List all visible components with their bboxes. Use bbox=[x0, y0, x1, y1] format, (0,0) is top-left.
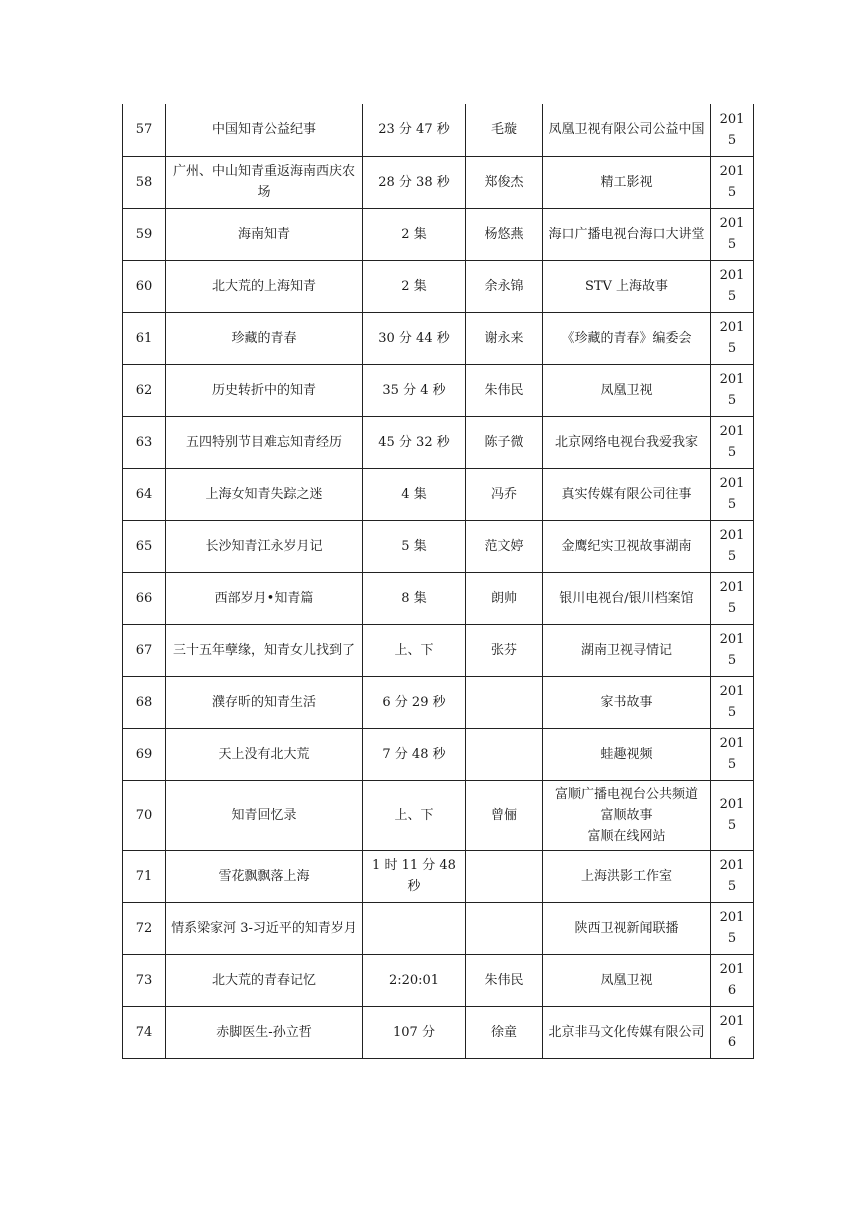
program-title: 北大荒的青春记忆 bbox=[166, 954, 363, 1006]
organization-line: 湖南卫视寻情记 bbox=[580, 642, 672, 658]
program-organization bbox=[543, 728, 711, 780]
table-row bbox=[123, 902, 754, 954]
program-duration bbox=[363, 902, 466, 954]
row-number: 64 bbox=[123, 468, 166, 520]
program-title: 濮存昕的知青生活 bbox=[166, 676, 363, 728]
program-director: 谢永来 bbox=[466, 312, 543, 364]
program-organization bbox=[543, 104, 711, 156]
organization-line: 富顺广播电视台公共频道 bbox=[554, 786, 698, 802]
program-organization bbox=[543, 468, 711, 520]
table-row bbox=[123, 156, 754, 208]
table-row bbox=[123, 104, 754, 156]
program-year: 2015 bbox=[711, 780, 754, 850]
program-organization bbox=[543, 364, 711, 416]
row-number: 74 bbox=[123, 1006, 166, 1058]
program-organization bbox=[543, 902, 711, 954]
program-duration: 上、下 bbox=[363, 624, 466, 676]
program-duration: 45 分 32 秒 bbox=[363, 416, 466, 468]
program-duration: 107 分 bbox=[363, 1006, 466, 1058]
program-director: 徐童 bbox=[466, 1006, 543, 1058]
table-body bbox=[123, 104, 754, 1058]
program-title: 珍藏的青春 bbox=[166, 312, 363, 364]
program-director: 郑俊杰 bbox=[466, 156, 543, 208]
row-number: 73 bbox=[123, 954, 166, 1006]
program-title: 广州、中山知青重返海南西庆农场 bbox=[166, 156, 363, 208]
program-director: 范文婷 bbox=[466, 520, 543, 572]
organization-line: 银川电视台/银川档案馆 bbox=[559, 590, 694, 606]
program-year: 2015 bbox=[711, 572, 754, 624]
table-row bbox=[123, 312, 754, 364]
program-organization bbox=[543, 954, 711, 1006]
program-director bbox=[466, 676, 543, 728]
program-title: 上海女知青失踪之迷 bbox=[166, 468, 363, 520]
program-duration: 8 集 bbox=[363, 572, 466, 624]
organization-line: 凤凰卫视 bbox=[600, 972, 653, 988]
program-year: 2015 bbox=[711, 902, 754, 954]
row-number: 59 bbox=[123, 208, 166, 260]
row-number: 57 bbox=[123, 104, 166, 156]
program-year: 2015 bbox=[711, 156, 754, 208]
program-year: 2015 bbox=[711, 312, 754, 364]
program-title: 西部岁月•知青篇 bbox=[166, 572, 363, 624]
program-duration: 5 集 bbox=[363, 520, 466, 572]
program-director: 杨悠燕 bbox=[466, 208, 543, 260]
program-duration: 23 分 47 秒 bbox=[363, 104, 466, 156]
row-number: 65 bbox=[123, 520, 166, 572]
program-year: 2015 bbox=[711, 208, 754, 260]
organization-line: 北京非马文化传媒有限公司 bbox=[548, 1024, 705, 1040]
program-director: 毛璇 bbox=[466, 104, 543, 156]
program-title: 知青回忆录 bbox=[166, 780, 363, 850]
row-number: 61 bbox=[123, 312, 166, 364]
program-organization bbox=[543, 416, 711, 468]
row-number: 71 bbox=[123, 850, 166, 902]
program-duration: 30 分 44 秒 bbox=[363, 312, 466, 364]
organization-line: 精工影视 bbox=[600, 174, 653, 190]
table-row bbox=[123, 416, 754, 468]
program-organization bbox=[543, 208, 711, 260]
table-row bbox=[123, 850, 754, 902]
organization-line: 蛙趣视频 bbox=[600, 746, 653, 762]
program-title: 五四特别节目难忘知青经历 bbox=[166, 416, 363, 468]
program-organization bbox=[543, 780, 711, 850]
program-year: 2015 bbox=[711, 850, 754, 902]
program-title: 海南知青 bbox=[166, 208, 363, 260]
program-year: 2015 bbox=[711, 728, 754, 780]
program-duration: 上、下 bbox=[363, 780, 466, 850]
table-row bbox=[123, 780, 754, 850]
program-duration: 2:20:01 bbox=[363, 954, 466, 1006]
table-row bbox=[123, 364, 754, 416]
program-organization bbox=[543, 572, 711, 624]
program-duration: 7 分 48 秒 bbox=[363, 728, 466, 780]
organization-line: 凤凰卫视有限公司公益中国 bbox=[548, 122, 705, 138]
program-duration: 6 分 29 秒 bbox=[363, 676, 466, 728]
program-title: 历史转折中的知青 bbox=[166, 364, 363, 416]
program-year: 2015 bbox=[711, 364, 754, 416]
organization-line: 上海洪影工作室 bbox=[580, 868, 672, 884]
program-year: 2015 bbox=[711, 416, 754, 468]
program-director: 朱伟民 bbox=[466, 364, 543, 416]
program-director: 朗帅 bbox=[466, 572, 543, 624]
organization-line: STV 上海故事 bbox=[584, 278, 669, 294]
program-director bbox=[466, 728, 543, 780]
program-title: 三十五年孽缘，知青女儿找到了 bbox=[166, 624, 363, 676]
program-title: 赤脚医生-孙立哲 bbox=[166, 1006, 363, 1058]
row-number: 70 bbox=[123, 780, 166, 850]
program-director: 陈子微 bbox=[466, 416, 543, 468]
table-row bbox=[123, 1006, 754, 1058]
table-row bbox=[123, 954, 754, 1006]
program-year: 2015 bbox=[711, 104, 754, 156]
program-director: 冯乔 bbox=[466, 468, 543, 520]
program-director: 朱伟民 bbox=[466, 954, 543, 1006]
program-year: 2015 bbox=[711, 520, 754, 572]
program-director: 曾俪 bbox=[466, 780, 543, 850]
program-director bbox=[466, 850, 543, 902]
program-year: 2015 bbox=[711, 624, 754, 676]
program-year: 2016 bbox=[711, 1006, 754, 1058]
table-row bbox=[123, 468, 754, 520]
row-number: 72 bbox=[123, 902, 166, 954]
organization-line: 《珍藏的青春》编委会 bbox=[561, 330, 692, 346]
program-duration: 2 集 bbox=[363, 208, 466, 260]
organization-line: 金鹰纪实卫视故事湖南 bbox=[561, 538, 692, 554]
program-year: 2015 bbox=[711, 260, 754, 312]
table-row bbox=[123, 208, 754, 260]
program-organization bbox=[543, 1006, 711, 1058]
program-duration: 1 时 11 分 48 秒 bbox=[363, 850, 466, 902]
program-year: 2015 bbox=[711, 676, 754, 728]
program-title: 北大荒的上海知青 bbox=[166, 260, 363, 312]
program-organization bbox=[543, 624, 711, 676]
program-director: 余永锦 bbox=[466, 260, 543, 312]
program-duration: 28 分 38 秒 bbox=[363, 156, 466, 208]
organization-line: 北京网络电视台我爱我家 bbox=[554, 434, 698, 450]
program-title: 情系梁家河 3-习近平的知青岁月 bbox=[166, 902, 363, 954]
program-organization bbox=[543, 520, 711, 572]
table-row bbox=[123, 624, 754, 676]
program-title: 天上没有北大荒 bbox=[166, 728, 363, 780]
program-director bbox=[466, 902, 543, 954]
row-number: 63 bbox=[123, 416, 166, 468]
organization-line: 富顺在线网站 bbox=[587, 828, 666, 844]
documentary-table bbox=[122, 104, 754, 1059]
program-year: 2016 bbox=[711, 954, 754, 1006]
program-director: 张芬 bbox=[466, 624, 543, 676]
organization-line: 真实传媒有限公司往事 bbox=[561, 486, 692, 502]
table-row bbox=[123, 572, 754, 624]
table-row bbox=[123, 260, 754, 312]
organization-line: 富顺故事 bbox=[600, 807, 653, 823]
program-organization bbox=[543, 312, 711, 364]
program-organization bbox=[543, 260, 711, 312]
table-row bbox=[123, 728, 754, 780]
row-number: 60 bbox=[123, 260, 166, 312]
program-title: 中国知青公益纪事 bbox=[166, 104, 363, 156]
row-number: 66 bbox=[123, 572, 166, 624]
program-title: 长沙知青江永岁月记 bbox=[166, 520, 363, 572]
program-organization bbox=[543, 676, 711, 728]
program-organization bbox=[543, 156, 711, 208]
program-duration: 35 分 4 秒 bbox=[363, 364, 466, 416]
row-number: 69 bbox=[123, 728, 166, 780]
program-title: 雪花飘飘落上海 bbox=[166, 850, 363, 902]
organization-line: 陕西卫视新闻联播 bbox=[574, 920, 679, 936]
organization-line: 家书故事 bbox=[600, 694, 653, 710]
program-duration: 4 集 bbox=[363, 468, 466, 520]
row-number: 68 bbox=[123, 676, 166, 728]
table-row bbox=[123, 520, 754, 572]
table-row bbox=[123, 676, 754, 728]
organization-line: 凤凰卫视 bbox=[600, 382, 653, 398]
program-organization bbox=[543, 850, 711, 902]
row-number: 67 bbox=[123, 624, 166, 676]
program-year: 2015 bbox=[711, 468, 754, 520]
row-number: 62 bbox=[123, 364, 166, 416]
row-number: 58 bbox=[123, 156, 166, 208]
organization-line: 海口广播电视台海口大讲堂 bbox=[548, 226, 705, 242]
program-duration: 2 集 bbox=[363, 260, 466, 312]
